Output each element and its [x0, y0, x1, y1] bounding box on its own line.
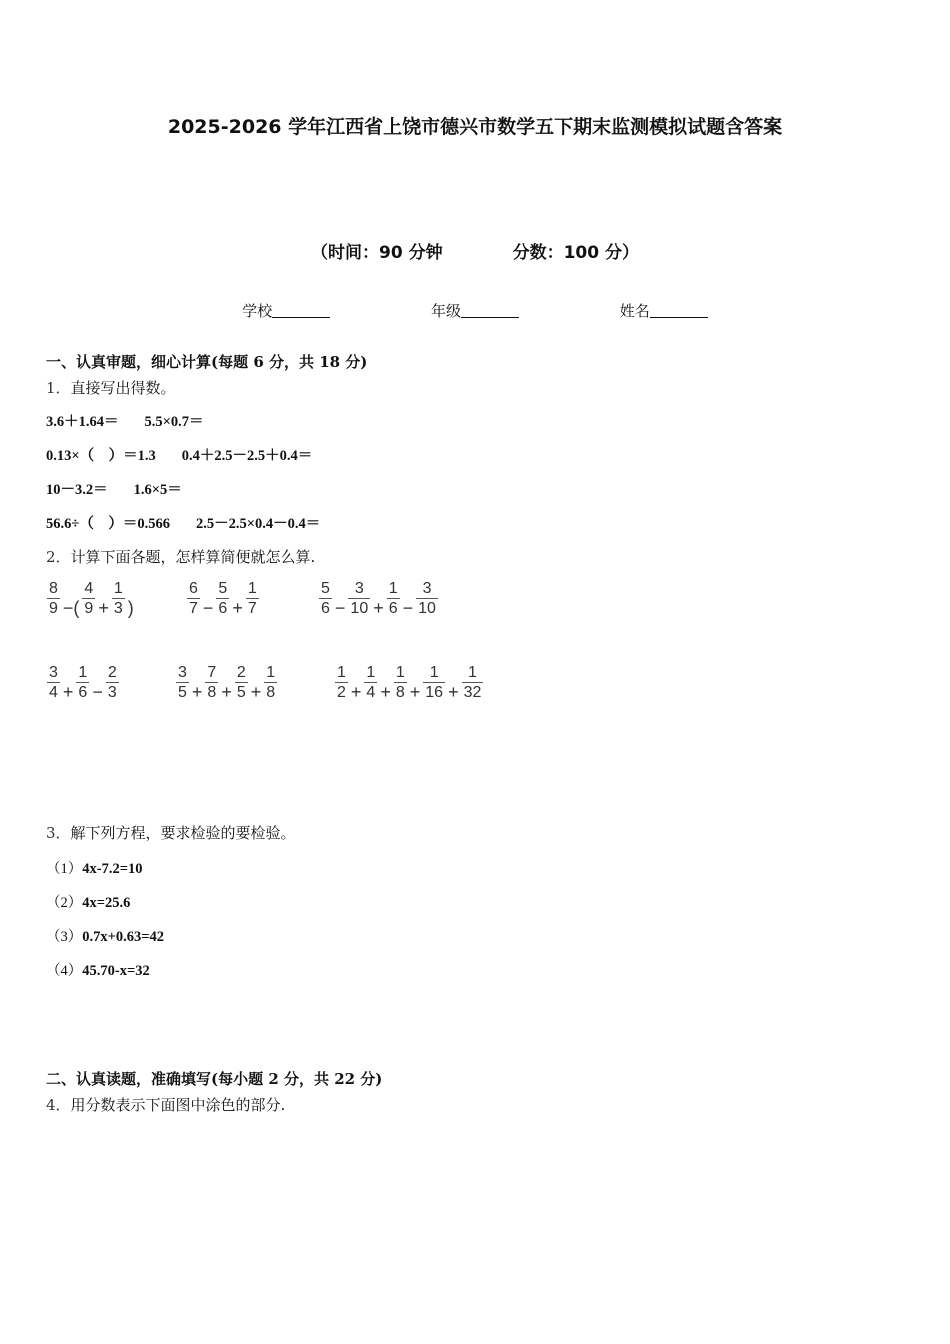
fraction: $\frac{1}{6}$	[78, 664, 88, 701]
question-3: 3．解下列方程，要求检验的要检验。	[46, 824, 296, 842]
student-info-fields	[0, 300, 950, 321]
grade-field[interactable]: 年级	[431, 300, 519, 321]
fraction: $\frac{2}{5}$	[236, 664, 246, 701]
fraction: $\frac{2}{3}$	[107, 664, 117, 701]
equation-item: （4）45.70-x=32	[46, 963, 150, 979]
fraction-expression: $\frac{3}{5}$ + $\frac{7}{8}$ + $\frac{2}{5}$ + $\frac{1}{8}$	[178, 664, 276, 702]
fraction: $\frac{3}{10}$	[350, 580, 369, 617]
name-field[interactable]: 姓名	[620, 300, 708, 321]
section2-heading: 二、认真读题，准确填写(每小题 2 分，共 22 分)	[46, 1070, 383, 1088]
calc-row: 56.6÷（ ）＝0.566 2.5－2.5×0.4－0.4＝	[46, 516, 321, 532]
equation-item: （1）4x-7.2=10	[46, 861, 143, 877]
fraction: $\frac{1}{8}$	[395, 664, 405, 701]
fraction: $\frac{6}{7}$	[189, 580, 198, 617]
fraction-expression: $\frac{3}{4}$ + $\frac{1}{6}$ − $\frac{2}{3}$	[49, 664, 117, 702]
fraction: $\frac{1}{4}$	[366, 664, 376, 701]
fraction: $\frac{1}{7}$	[247, 580, 257, 617]
fraction: $\frac{5}{6}$	[321, 580, 330, 617]
fraction: $\frac{1}{3}$	[113, 580, 123, 617]
fraction: $\frac{7}{8}$	[207, 664, 217, 701]
equation-item: （2）4x=25.6	[46, 895, 131, 911]
time-score-line	[0, 238, 950, 263]
school-field[interactable]: 学校	[242, 300, 330, 321]
fraction: $\frac{1}{32}$	[463, 664, 482, 701]
section1-heading: 一、认真审题，细心计算(每题 6 分，共 18 分)	[46, 353, 368, 371]
question-1: 1．直接写出得数。	[46, 379, 176, 397]
calc-row: 0.13×（ ）＝1.3 0.4＋2.5－2.5＋0.4＝	[46, 448, 313, 464]
fraction: $\frac{5}{6}$	[218, 580, 228, 617]
fraction: $\frac{1}{16}$	[425, 664, 444, 701]
fraction: $\frac{1}{6}$	[388, 580, 398, 617]
fraction: $\frac{1}{8}$	[266, 664, 276, 701]
fraction-expression: $\frac{6}{7}$ − $\frac{5}{6}$ + $\frac{1}{7}$	[189, 580, 257, 618]
fraction: $\frac{8}{9}$	[49, 580, 58, 617]
equation-item: （3）0.7x+0.63=42	[46, 929, 165, 945]
fraction: $\frac{1}{2}$	[337, 664, 346, 701]
fraction-expression: $\frac{5}{6}$ − $\frac{3}{10}$ + $\frac{1}{6}$ − $\frac{3}{10}$	[321, 580, 436, 618]
fraction-expression: $\frac{8}{9}$ −( $\frac{4}{9}$ + $\frac{1}{3}$ )	[49, 580, 134, 618]
fraction: $\frac{3}{10}$	[418, 580, 436, 617]
time-label: （时间：90 分钟	[311, 243, 443, 263]
fraction: $\frac{4}{9}$	[84, 580, 94, 617]
fraction: $\frac{3}{5}$	[178, 664, 187, 701]
fraction: $\frac{3}{4}$	[49, 664, 58, 701]
calc-row: 3.6＋1.64＝ 5.5×0.7＝	[46, 414, 204, 430]
score-label: 分数：100 分）	[512, 243, 639, 263]
page-title: 2025-2026 学年江西省上饶市德兴市数学五下期末监测模拟试题含答案	[167, 116, 783, 138]
fraction-expression: $\frac{1}{2}$ + $\frac{1}{4}$ + $\frac{1}{8}$ + $\frac{1}{16}$ + $\frac{1}{32}$	[337, 664, 482, 702]
question-2: 2．计算下面各题，怎样算简便就怎么算.	[46, 548, 316, 566]
calc-row: 10－3.2＝ 1.6×5＝	[46, 482, 182, 498]
question-4: 4．用分数表示下面图中涂色的部分.	[46, 1096, 286, 1114]
